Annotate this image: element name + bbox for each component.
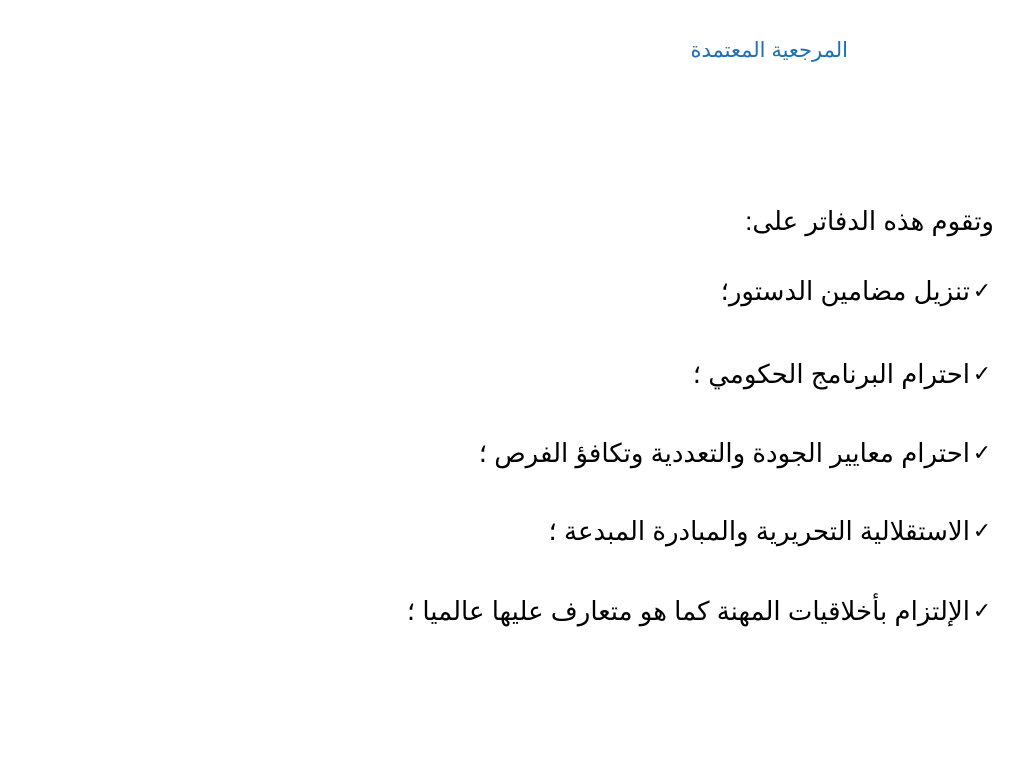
bullet-item [693,359,994,390]
bullet-text: تنزيل مضامين الدستور؛ [720,276,970,306]
bullet-item [549,516,994,547]
intro-text: وتقوم هذه الدفاتر على: [745,206,994,236]
check-icon: ✓ [972,599,992,624]
check-icon: ✓ [972,279,992,304]
check-icon: ✓ [972,519,992,544]
bullet-text: الاستقلالية التحريرية والمبادرة المبدعة ؛ [548,516,970,546]
check-icon: ✓ [972,362,992,387]
bullet-item [721,276,994,307]
slide-title: المرجعية المعتمدة [690,39,848,62]
bullet-text: احترام البرنامج الحكومي ؛ [692,359,970,389]
bullet-item [479,438,994,469]
check-icon: ✓ [972,441,992,466]
bullet-text: احترام معايير الجودة والتعددية وتكافؤ الفرص ؛ [478,438,970,468]
bullet-text: الإلتزام بأخلاقيات المهنة كما هو متعارف عليها عالميا ؛ [406,596,970,626]
bullet-item [407,596,994,627]
